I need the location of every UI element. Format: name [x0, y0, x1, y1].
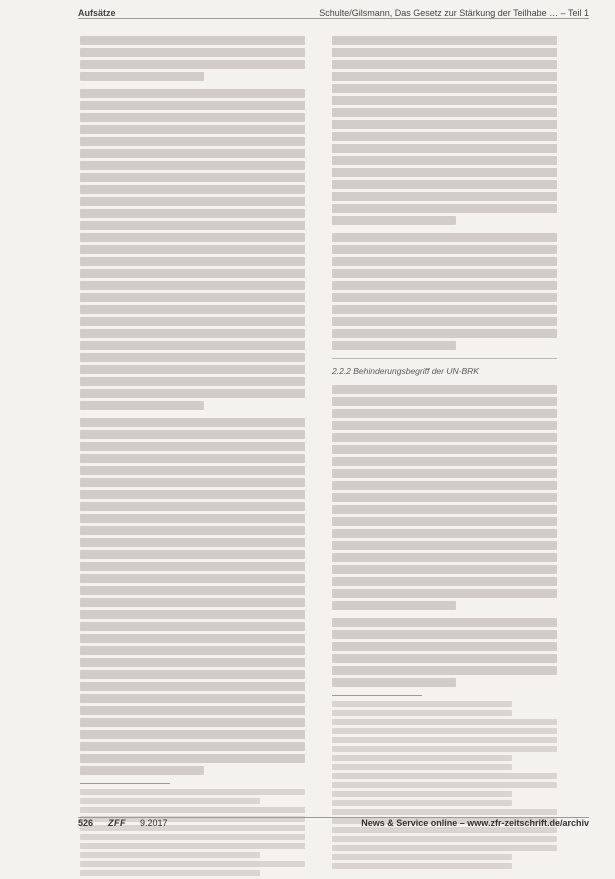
text-line: [332, 601, 456, 610]
text-line: [332, 317, 557, 326]
text-line: [80, 610, 305, 619]
text-line: [332, 445, 557, 454]
text-line: [332, 541, 557, 550]
text-line: [80, 293, 305, 302]
text-line: [80, 718, 305, 727]
text-line: [80, 245, 305, 254]
footnote: [332, 773, 557, 797]
footnote-line: [80, 807, 305, 813]
footnote-line: [332, 701, 512, 707]
text-line: [332, 281, 557, 290]
running-title: Schulte/Gilsmann, Das Gesetz zur Stärkung der Teilhabe … – Teil 1: [319, 8, 589, 18]
text-line: [332, 469, 557, 478]
text-line: [80, 418, 305, 427]
text-line: [80, 233, 305, 242]
text-line: [80, 490, 305, 499]
text-line: [332, 96, 557, 105]
text-line: [80, 353, 305, 362]
text-line: [80, 766, 204, 775]
text-line: [332, 120, 557, 129]
text-line: [80, 329, 305, 338]
text-line: [332, 341, 456, 350]
text-line: [80, 574, 305, 583]
body-paragraph: [332, 233, 557, 350]
footnote-line: [332, 773, 557, 779]
text-line: [80, 60, 305, 69]
footnote-line: [332, 719, 557, 725]
footnote-line: [332, 728, 557, 734]
text-line: [332, 245, 557, 254]
footnote: [332, 764, 557, 770]
text-line: [332, 108, 557, 117]
footnote-line: [80, 852, 260, 858]
text-line: [80, 478, 305, 487]
footnote: [332, 710, 557, 716]
text-line: [80, 389, 305, 398]
text-line: [80, 185, 305, 194]
text-line: [332, 144, 557, 153]
footnote: [332, 701, 557, 707]
footnote-line: [80, 798, 260, 804]
left-column: [80, 36, 305, 879]
text-line: [80, 430, 305, 439]
footnote: [80, 861, 305, 876]
body-paragraph: [80, 36, 305, 81]
text-line: [332, 433, 557, 442]
text-line: [332, 385, 557, 394]
footnote-rule: [332, 695, 422, 696]
footnote-line: [80, 843, 305, 849]
text-line: [332, 305, 557, 314]
text-line: [332, 156, 557, 165]
text-line: [332, 329, 557, 338]
text-line: [80, 562, 305, 571]
text-line: [332, 553, 557, 562]
section-label: Aufsätze: [78, 8, 116, 18]
page-footer: [78, 818, 589, 832]
text-line: [80, 113, 305, 122]
text-line: [332, 60, 557, 69]
text-line: [80, 365, 305, 374]
text-line: [332, 565, 557, 574]
text-line: [332, 204, 557, 213]
footnote-line: [80, 861, 305, 867]
text-line: [80, 173, 305, 182]
text-line: [80, 221, 305, 230]
text-line: [80, 646, 305, 655]
text-line: [332, 48, 557, 57]
text-line: [80, 682, 305, 691]
text-line: [332, 257, 557, 266]
website-link[interactable]: News & Service online – www.zfr-zeitschrift.de/archiv: [361, 818, 589, 828]
text-line: [80, 149, 305, 158]
text-line: [80, 586, 305, 595]
text-line: [332, 589, 557, 598]
text-line: [332, 269, 557, 278]
text-line: [80, 502, 305, 511]
text-line: [80, 466, 305, 475]
footnote-line: [332, 800, 512, 806]
text-line: [80, 754, 305, 763]
text-line: [80, 137, 305, 146]
body-paragraph: [332, 618, 557, 687]
subheading-rule: [332, 358, 557, 359]
text-line: [332, 517, 557, 526]
text-line: [332, 72, 557, 81]
text-line: [80, 742, 305, 751]
footnote-line: [332, 854, 512, 860]
text-line: [80, 36, 305, 45]
text-line: [80, 526, 305, 535]
footnote-line: [332, 746, 557, 752]
text-line: [80, 442, 305, 451]
footnote-rule: [80, 783, 170, 784]
text-line: [332, 132, 557, 141]
text-line: [332, 654, 557, 663]
text-line: [80, 550, 305, 559]
text-line: [332, 577, 557, 586]
footnote-line: [332, 791, 512, 797]
text-line: [332, 409, 557, 418]
text-line: [332, 397, 557, 406]
footnote-line: [80, 834, 305, 840]
footnote-line: [80, 870, 260, 876]
footnote-line: [332, 710, 512, 716]
text-line: [80, 125, 305, 134]
footnote: [332, 800, 557, 806]
text-line: [80, 658, 305, 667]
footnote-line: [332, 755, 512, 761]
text-line: [332, 216, 456, 225]
text-line: [80, 48, 305, 57]
text-line: [80, 730, 305, 739]
text-line: [80, 101, 305, 110]
text-line: [332, 36, 557, 45]
text-line: [80, 622, 305, 631]
text-line: [80, 538, 305, 547]
text-line: [332, 421, 557, 430]
body-paragraph: [332, 36, 557, 225]
text-line: [80, 341, 305, 350]
text-line: [332, 233, 557, 242]
right-column: [332, 36, 557, 872]
text-line: [80, 598, 305, 607]
footnote: [332, 719, 557, 761]
text-line: [80, 72, 204, 81]
text-line: [332, 180, 557, 189]
text-line: [332, 168, 557, 177]
footnote: [80, 789, 305, 804]
text-line: [80, 454, 305, 463]
text-line: [80, 89, 305, 98]
text-line: [332, 457, 557, 466]
text-line: [80, 377, 305, 386]
body-paragraph: [80, 418, 305, 775]
body-paragraph: [80, 89, 305, 410]
text-line: [332, 666, 557, 675]
footnote-line: [332, 737, 557, 743]
text-line: [80, 694, 305, 703]
text-line: [332, 505, 557, 514]
text-line: [80, 670, 305, 679]
footnote-line: [332, 809, 557, 815]
text-line: [332, 642, 557, 651]
text-line: [80, 305, 305, 314]
text-line: [80, 281, 305, 290]
text-line: [80, 257, 305, 266]
text-line: [80, 197, 305, 206]
page-number: 526: [78, 818, 94, 828]
subheading: 2.2.2 Behinderungsbegriff der UN-BRK: [332, 366, 479, 376]
text-line: [332, 618, 557, 627]
footnote-line: [332, 863, 512, 869]
text-line: [80, 634, 305, 643]
text-line: [332, 493, 557, 502]
body-paragraph: [332, 385, 557, 610]
text-line: [332, 84, 557, 93]
text-line: [332, 293, 557, 302]
journal-logo: ZFF: [108, 818, 126, 828]
text-line: [332, 678, 456, 687]
text-line: [80, 317, 305, 326]
text-line: [332, 481, 557, 490]
text-line: [332, 630, 557, 639]
footnote-line: [332, 782, 557, 788]
text-line: [332, 529, 557, 538]
text-line: [80, 706, 305, 715]
header-rule: [78, 18, 589, 19]
issue-number: 9.2017: [140, 818, 168, 828]
text-line: [80, 161, 305, 170]
footnote-line: [332, 845, 557, 851]
text-line: [80, 514, 305, 523]
text-line: [80, 209, 305, 218]
text-line: [80, 269, 305, 278]
footnote-line: [332, 764, 512, 770]
text-line: [80, 401, 204, 410]
footnote: [332, 863, 557, 869]
footnote-line: [332, 836, 557, 842]
footnote: [80, 807, 305, 858]
footnote-line: [80, 789, 305, 795]
text-line: [332, 192, 557, 201]
